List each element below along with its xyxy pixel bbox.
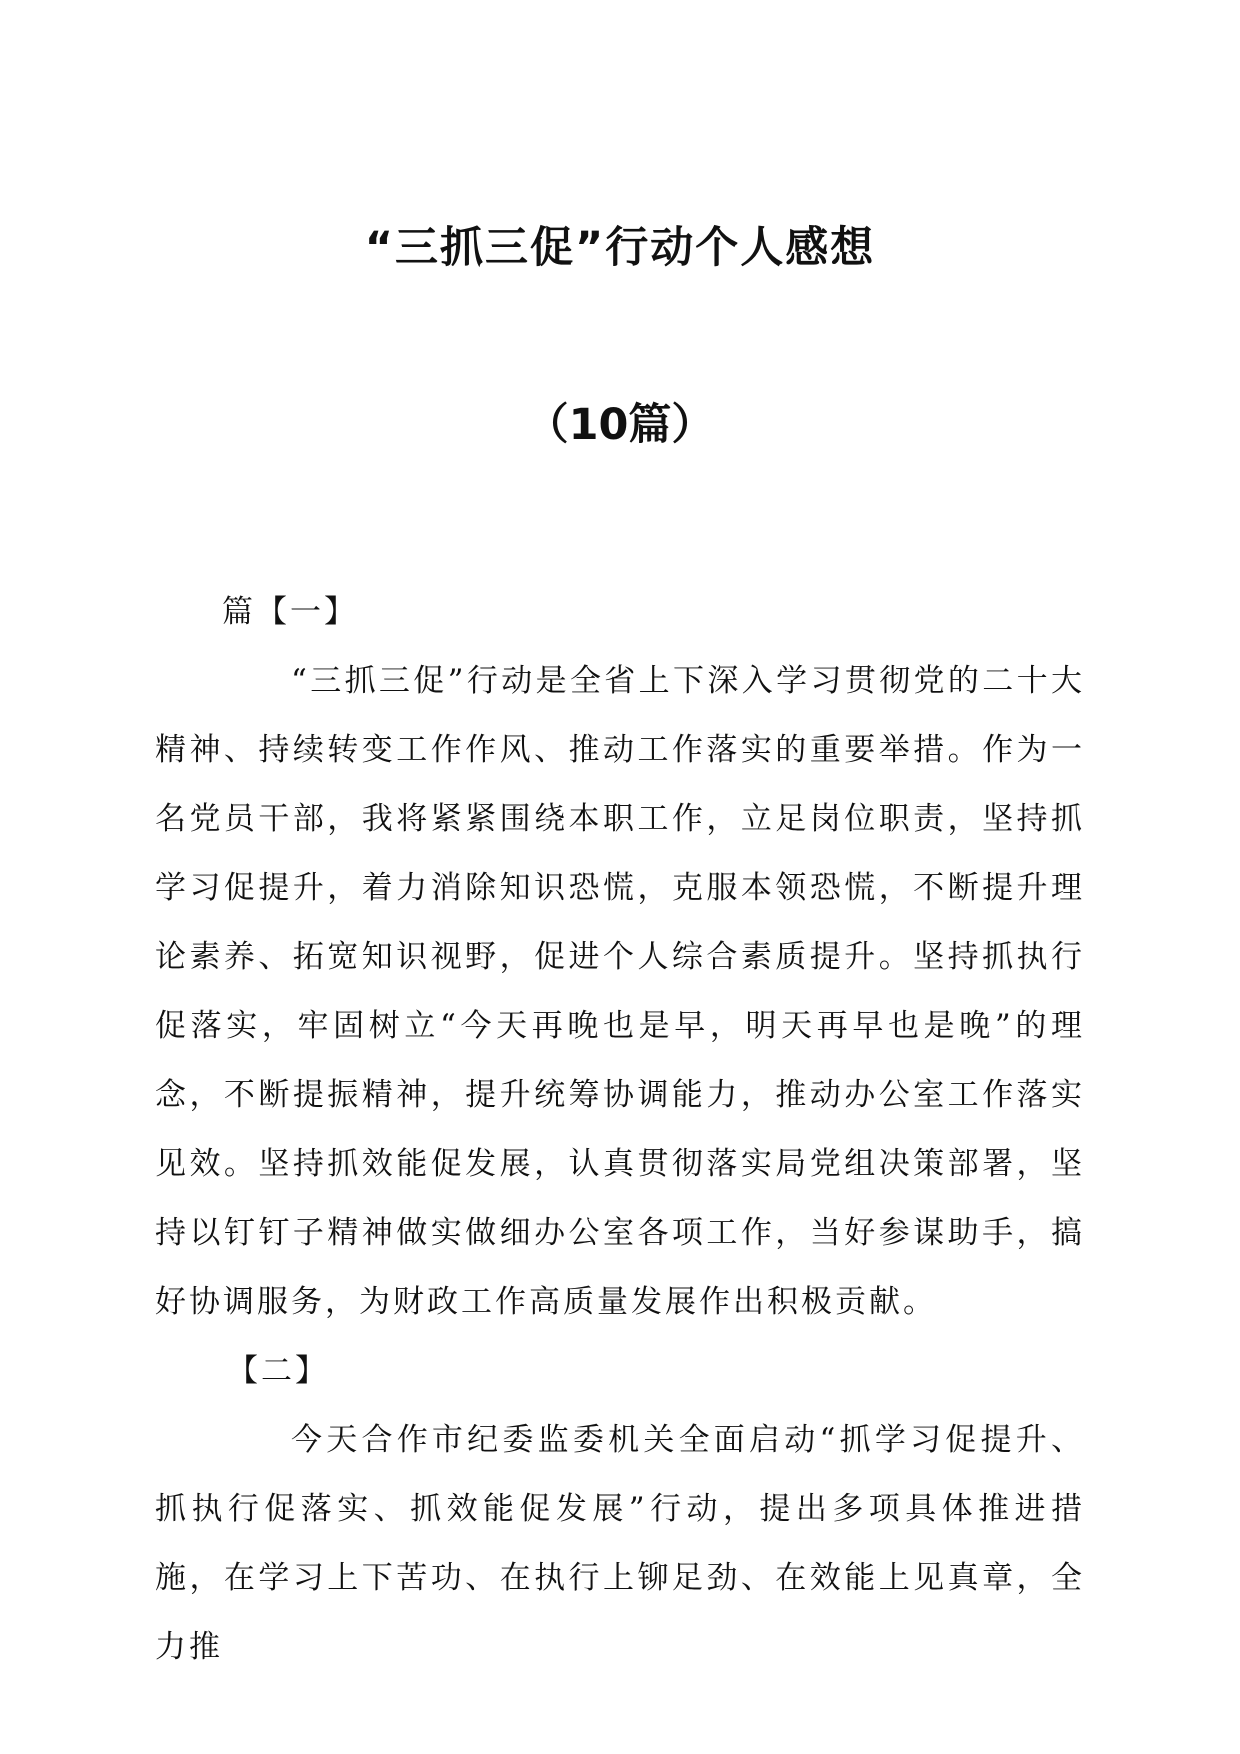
document-subtitle: （10篇）	[525, 400, 715, 450]
section-heading-two: 【二】	[227, 1353, 329, 1389]
document-title: “三抓三促”行动个人感想	[364, 223, 876, 273]
section-paragraph-two: 今天合作市纪委监委机关全面启动“抓学习促提升、抓执行促落实、抓效能促发展”行动，提出多项具体推进措施，在学习上下苦功、在执行上铆足劲、在效能上见真章，全力推	[155, 1422, 1085, 1665]
section-heading-one: 篇【一】	[222, 594, 358, 630]
section-paragraph-one: “三抓三促”行动是全省上下深入学习贯彻党的二十大精神、持续转变工作作风、推动工作落实的重要举措。作为一名党员干部，我将紧紧围绕本职工作，立足岗位职责，坚持抓学习促提升，着力消除知识恐慌，克服本领恐慌，不断提升理论素养、拓宽知识视野，促进个人综合素质提升。坚持抓执行促落实，牢固树立“今天再晚也是早，明天再早也是晚”的理念，不断提振精神，提升统筹协调能力，推动办公室工作落实见效。坚持抓效能促发展，认真贯彻落实局党组决策部署，坚持以钉钉子精神做实做细办公室各项工作，当好参谋助手，搞好协调服务，为财政工作高质量发展作出积极贡献。	[155, 663, 1085, 1320]
document-body	[155, 578, 1085, 1682]
